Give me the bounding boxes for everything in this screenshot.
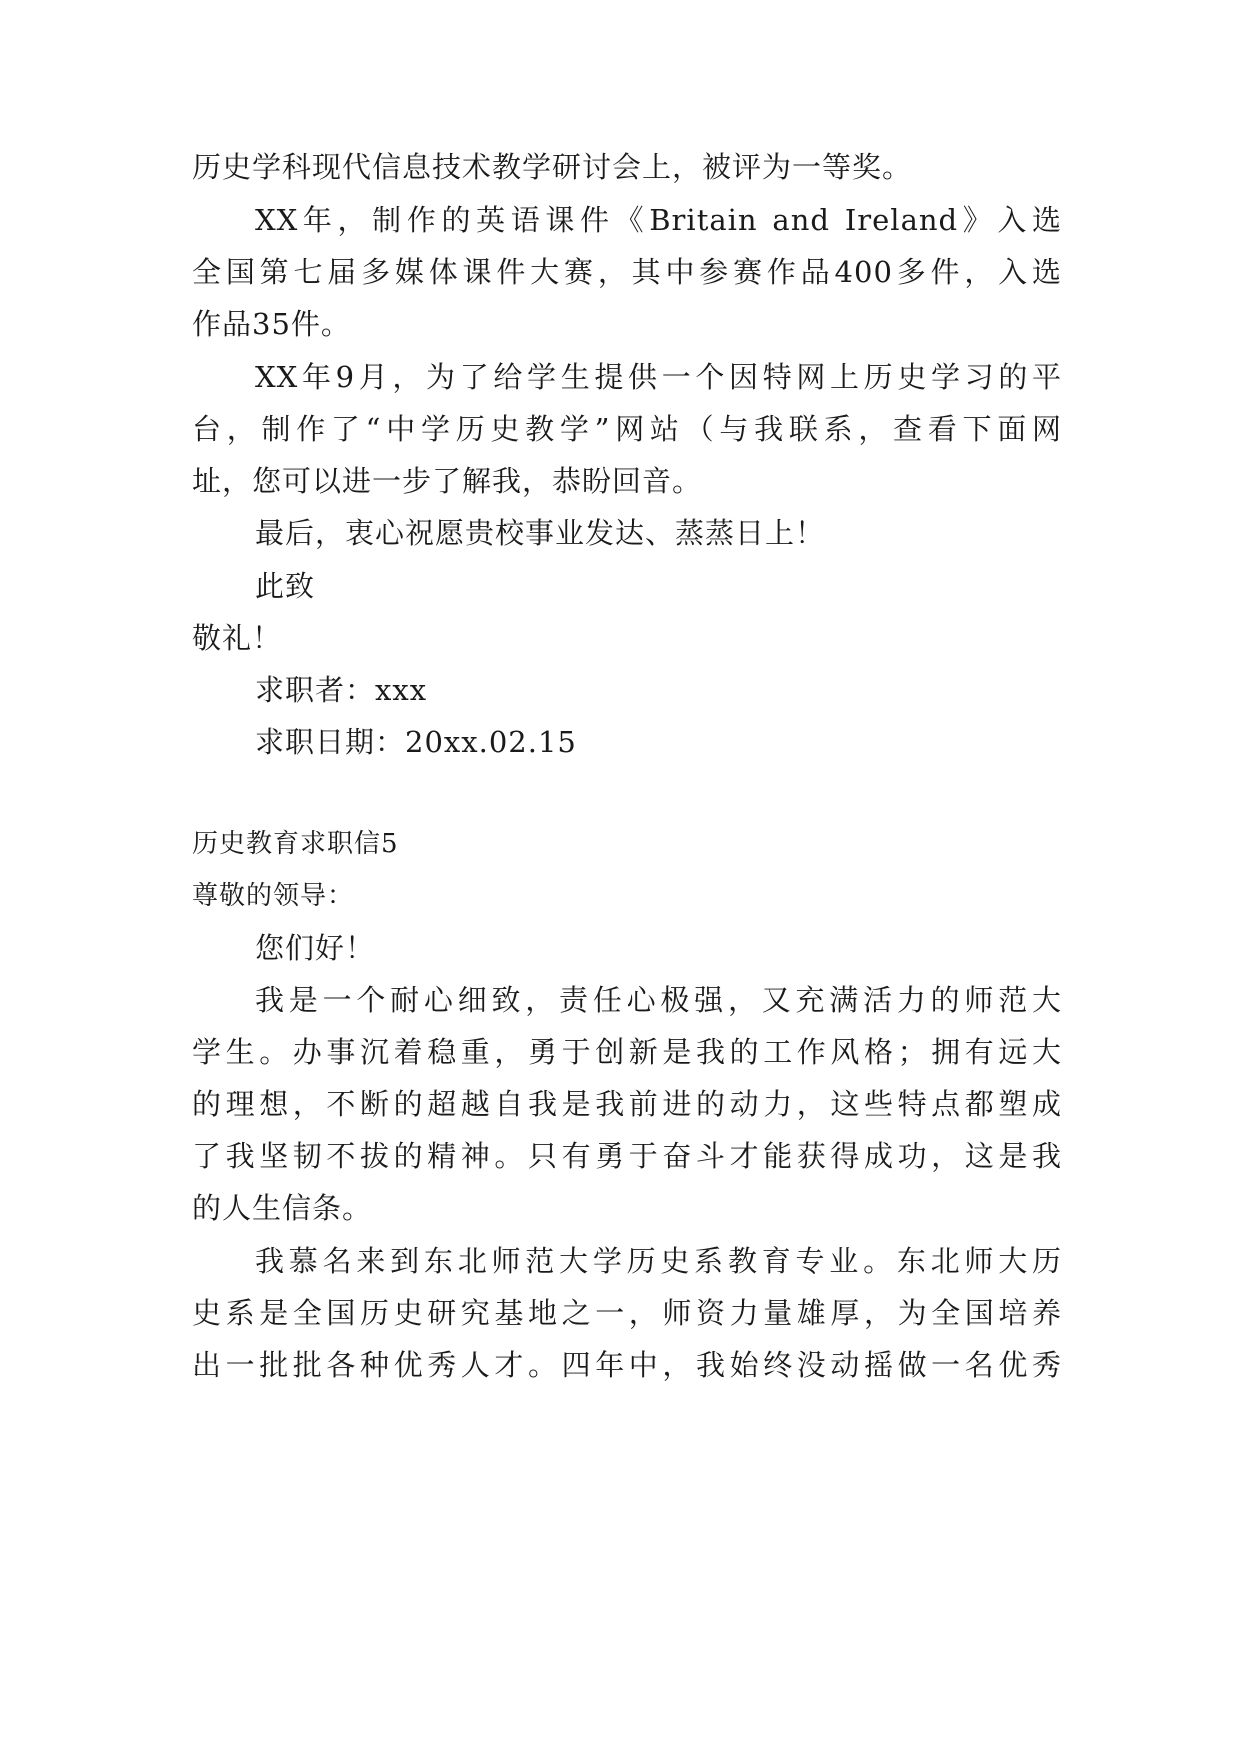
text-line: 了我坚韧不拔的精神。只有勇于奋斗才能获得成功，这是我 (192, 1139, 1062, 1173)
salutation-line: 此致 (255, 569, 316, 603)
text-line: 的人生信条。 (192, 1191, 373, 1225)
text-line: 史系是全国历史研究基地之一，师资力量雄厚，为全国培养 (192, 1296, 1062, 1330)
text-line: 出一批批各种优秀人才。四年中，我始终没动摇做一名优秀 (192, 1348, 1062, 1382)
text-line: 我慕名来到东北师范大学历史系教育专业。东北师大历 (255, 1244, 1062, 1278)
text-line: 全国第七届多媒体课件大赛，其中参赛作品400多件，入选 (192, 255, 1062, 289)
applicant-name: 求职者：xxx (255, 673, 428, 707)
text-line: 作品35件。 (192, 307, 351, 341)
text-line: 台，制作了“中学历史教学”网站（与我联系，查看下面网 (192, 412, 1062, 446)
closing-line: 敬礼！ (192, 621, 283, 655)
greeting-line: 尊敬的领导： (192, 881, 355, 911)
greeting-line: 您们好！ (255, 931, 376, 965)
text-line: 学生。办事沉着稳重，勇于创新是我的工作风格；拥有远大 (192, 1035, 1062, 1069)
section-title: 历史教育求职信5 (192, 829, 399, 859)
text-line: 址，您可以进一步了解我，恭盼回音。 (192, 464, 703, 498)
text-line: XX年，制作的英语课件《Britain and Ireland》入选 (255, 203, 1062, 237)
text-line: 我是一个耐心细致，责任心极强，又充满活力的师范大 (255, 983, 1062, 1017)
text-line: XX年9月，为了给学生提供一个因特网上历史学习的平 (255, 360, 1062, 394)
application-date: 求职日期：20xx.02.15 (255, 725, 577, 759)
text-line: 的理想，不断的超越自我是我前进的动力，这些特点都塑成 (192, 1087, 1062, 1121)
text-line: 历史学科现代信息技术教学研讨会上，被评为一等奖。 (192, 150, 913, 184)
text-line: 最后，衷心祝愿贵校事业发达、蒸蒸日上！ (255, 516, 826, 550)
